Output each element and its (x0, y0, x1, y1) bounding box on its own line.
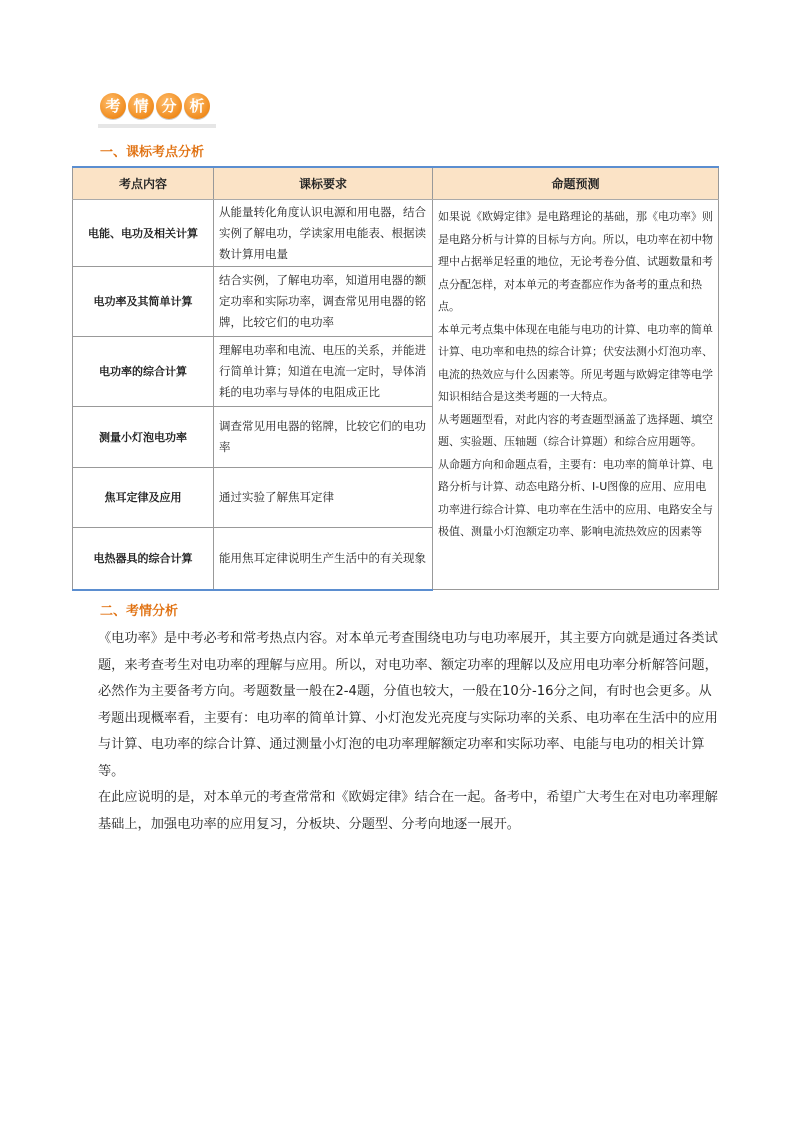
exam-points-table (72, 166, 719, 591)
requirement-cell: 调查常见用电器的铭牌，比较它们的电功率 (214, 407, 433, 468)
table-row (73, 200, 719, 267)
requirement-cell: 通过实验了解焦耳定律 (214, 468, 433, 528)
section2-title: 二、考情分析 (100, 604, 179, 619)
topic-cell: 电功率及其简单计算 (73, 267, 214, 337)
requirement-cell: 能用焦耳定律说明生产生活中的有关现象 (214, 528, 433, 590)
topic-cell: 电能、电功及相关计算 (73, 200, 214, 267)
prediction-paragraph: 本单元考点集中体现在电能与电功的计算、电功率的简单计算、电功率和电热的综合计算；伏安法测小灯泡功率、电流的热效应与什么因素等。所见考题与欧姆定律等电学知识相结合是这类考题的一大特点。 (438, 322, 713, 403)
header-requirement: 课标要求 (214, 167, 433, 200)
topic-cell: 电热器具的综合计算 (73, 528, 214, 590)
table-header-row (73, 167, 719, 200)
prediction-paragraph: 从命题方向和命题点看，主要有：电功率的简单计算、电路分析与计算、动态电路分析、I-U图像的应用、应用电功率进行综合计算、电功率在生活中的应用、电路安全与极值、测量小灯泡额定功率、影响电流热效应的因素等 (438, 457, 713, 538)
analysis-paragraph: 《电功率》是中考必考和常考热点内容。对本单元考查围绕电功与电功率展开，其主要方向就是通过各类试题，来考查考生对电功率的理解与应用。所以，对电功率、额定功率的理解以及应用电功率分析解答问题，必然作为主要备考方向。考题数量一般在2-4题，分值也较大，一般在10分-16分之间，有时也会更多。从考题出现概率看，主要有：电功率的简单计算、小灯泡发光亮度与实际功率的关系、电功率在生活中的应用与计算、电功率的综合计算、通过测量小灯泡的电功率理解额定功率和实际功率、电能与电功的相关计算等。 (98, 631, 718, 779)
badge-char: 情 (128, 93, 154, 119)
prediction-paragraph: 如果说《欧姆定律》是电路理论的基础，那《电功率》则是电路分析与计算的目标与方向。所以，电功率在初中物理中占据举足轻重的地位，无论考卷分值、试题数量和考点分配怎样，对本单元的考查都应作为备考的重点和热点。 (438, 210, 713, 313)
topic-cell: 测量小灯泡电功率 (73, 407, 214, 468)
badge-char: 分 (156, 93, 182, 119)
badge-char: 析 (184, 93, 210, 119)
prediction-paragraph: 从考题题型看，对此内容的考查题型涵盖了选择题、填空题、实验题、压轴题（综合计算题）和综合应用题等。 (438, 412, 713, 448)
badge-underline (98, 124, 216, 128)
requirement-cell: 理解电功率和电流、电压的关系，并能进行简单计算；知道在电流一定时，导体消耗的电功率与导体的电阻成正比 (214, 337, 433, 407)
section1-title: 一、课标考点分析 (100, 145, 205, 160)
section-badge (100, 93, 210, 119)
header-prediction: 命题预测 (433, 167, 719, 200)
badge-char: 考 (100, 93, 126, 119)
topic-cell: 焦耳定律及应用 (73, 468, 214, 528)
requirement-cell: 从能量转化角度认识电源和用电器，结合实例了解电功，学读家用电能表、根据读数计算用电量 (214, 200, 433, 267)
prediction-cell (433, 200, 719, 590)
topic-cell: 电功率的综合计算 (73, 337, 214, 407)
analysis-paragraph: 在此应说明的是，对本单元的考查常常和《欧姆定律》结合在一起。备考中，希望广大考生在对电功率理解基础上，加强电功率的应用复习，分板块、分题型、分考向地逐一展开。 (98, 790, 718, 832)
header-topic: 考点内容 (73, 167, 214, 200)
requirement-cell: 结合实例，了解电功率，知道用电器的额定功率和实际功率，调查常见用电器的铭牌，比较它们的电功率 (214, 267, 433, 337)
analysis-body (98, 626, 722, 838)
